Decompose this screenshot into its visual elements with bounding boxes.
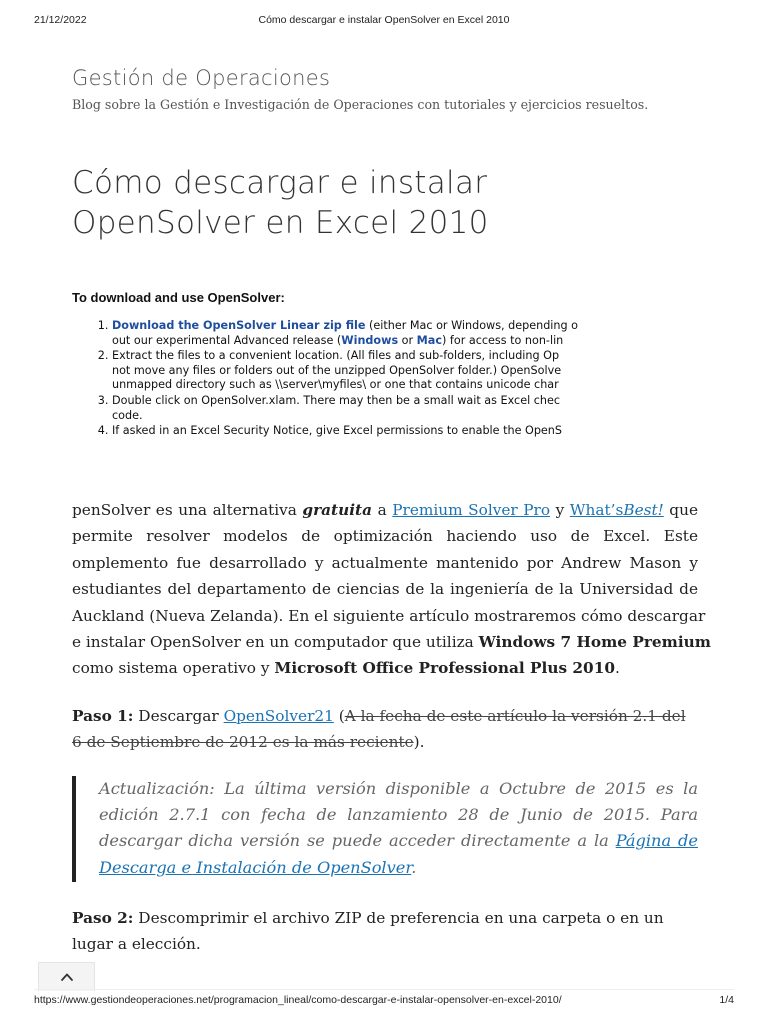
embedded-step-1-line-2 [112, 334, 634, 349]
intro-line-4: estudiantes del departamento de ciencias de la ingeniería de la Universidad de [72, 580, 698, 599]
whats-best-link-italic: Best! [623, 501, 664, 519]
embedded-step-3-line-2: code. [112, 408, 143, 422]
update-text: . [411, 857, 417, 877]
embedded-step-1-text-2b: ) for access to non-lin [442, 333, 564, 347]
embedded-steps-list [72, 319, 634, 439]
intro-text: penSolver es una alternativa [72, 501, 303, 519]
embedded-or-text: or [398, 333, 417, 347]
embedded-heading: To download and use OpenSolver: [72, 290, 285, 305]
intro-text: . [615, 659, 620, 678]
post-title [72, 163, 712, 243]
embedded-step-4 [112, 424, 634, 439]
step-1-text: Descargar [133, 707, 224, 725]
intro-line-5: Auckland (Nueva Zelanda). En el siguiente artículo mostraremos cómo descargar [72, 606, 706, 625]
step-2-label: Paso 2: [72, 909, 134, 927]
intro-text: como sistema operativo y [72, 659, 275, 678]
embedded-step-4-line-1: 4. If asked in an Excel Security Notice, give Excel permissions to enable the OpenS [112, 424, 563, 438]
download-page-link-part-2[interactable]: Descarga e Instalación de OpenSolver [99, 857, 412, 877]
embedded-instructions-screenshot [72, 286, 634, 452]
embedded-step-1-text: (either Mac or Windows, depending o [365, 319, 578, 332]
intro-line-6 [72, 629, 711, 655]
intro-line-7 [72, 655, 698, 681]
update-line-2: edición 2.7.1 con fecha de lanzamiento 28 de Junio de 2015. Para [99, 805, 698, 825]
download-page-link-part-1[interactable]: Página de [615, 831, 698, 851]
post-title-line-1: Cómo descargar e instalar [72, 165, 488, 201]
whats-best-link[interactable] [570, 501, 664, 519]
embedded-step-2-line-2: not move any files or folders out of the unzipped OpenSolver folder.) OpenSolve [112, 363, 562, 377]
intro-text: y [550, 501, 570, 519]
intro-paragraph [72, 497, 711, 682]
windows-version-bold: Windows 7 Home Premium [478, 633, 711, 652]
embedded-windows-link: Windows [341, 333, 399, 347]
gratuita-emphasis: gratuita [302, 501, 373, 519]
embedded-step-1-text-2a: out our experimental Advanced release ( [112, 333, 342, 347]
step-1-strikethrough-note: A la fecha de este artículo la versión 2.1 del 6 de Septiembre de 2012 es la más reciente [72, 707, 686, 752]
print-page-title: Cómo descargar e instalar OpenSolver en Excel 2010 [258, 14, 510, 26]
intro-text: que [663, 501, 698, 519]
opensolver21-link[interactable]: OpenSolver21 [223, 707, 334, 725]
post-title-line-2: OpenSolver en Excel 2010 [72, 205, 489, 241]
print-date: 21/12/2022 [34, 14, 87, 26]
scroll-to-top-button[interactable] [38, 962, 95, 991]
whats-best-link-text: What’s [569, 501, 624, 519]
embedded-step-2-line-3: unmapped directory such as \\server\myfiles\ or one that contains unicode char [112, 378, 559, 392]
intro-line-3: omplemento fue desarrollado y actualmente mantenido por Andrew Mason y [72, 553, 698, 572]
premium-solver-pro-link[interactable]: Premium Solver Pro [392, 501, 551, 519]
step-2-text: Descomprimir el archivo ZIP de preferencia en una carpeta o en un lugar a elección. [72, 909, 664, 954]
embedded-step-3 [112, 394, 634, 423]
update-blockquote [72, 776, 698, 882]
embedded-download-link: Download the OpenSolver Linear zip file [112, 319, 366, 332]
footer-divider [34, 989, 734, 990]
intro-text: e instalar OpenSolver en un computador que utiliza [72, 633, 479, 652]
intro-line-2: permite resolver modelos de optimización haciendo uso de Excel. Este [72, 527, 698, 546]
step-1-close-paren: ). [413, 733, 425, 752]
embedded-mac-link: Mac [416, 333, 442, 347]
embedded-step-2 [112, 349, 634, 393]
embedded-step-2-line-1: 2. Extract the files to a convenient location. (All files and sub-folders, including Op [112, 349, 560, 363]
print-url: https://www.gestiondeoperaciones.net/programacion_lineal/como-descargar-e-instalar-opensolver-en-excel-2010/ [34, 994, 562, 1006]
update-line-3 [99, 828, 698, 854]
embedded-step-1 [112, 319, 634, 348]
embedded-step-1-line-1 [112, 319, 634, 334]
print-page-number: 1/4 [719, 994, 734, 1006]
step-1-paragraph [72, 703, 698, 756]
update-text: descargar dicha versión se puede acceder directamente a la [99, 831, 616, 851]
site-title [72, 66, 330, 90]
site-title-link[interactable]: Gestión de Operaciones [72, 66, 331, 90]
update-line-1: Actualización: La última versión disponible a Octubre de 2015 es la [99, 779, 698, 798]
step-2-paragraph [72, 905, 698, 958]
step-1-label: Paso 1: [72, 707, 134, 725]
chevron-up-icon [59, 969, 75, 985]
office-version-bold: Microsoft Office Professional Plus 2010 [274, 659, 615, 678]
update-line-4 [99, 855, 698, 881]
intro-text: a [372, 501, 393, 519]
embedded-step-3-line-1: 3. Double click on OpenSolver.xlam. There may then be a small wait as Excel chec [112, 393, 561, 407]
step-1-open-paren: ( [333, 707, 345, 725]
site-description: Blog sobre la Gestión e Investigación de Operaciones con tutoriales y ejercicios resueltos. [72, 97, 649, 112]
intro-line-1 [72, 497, 698, 523]
